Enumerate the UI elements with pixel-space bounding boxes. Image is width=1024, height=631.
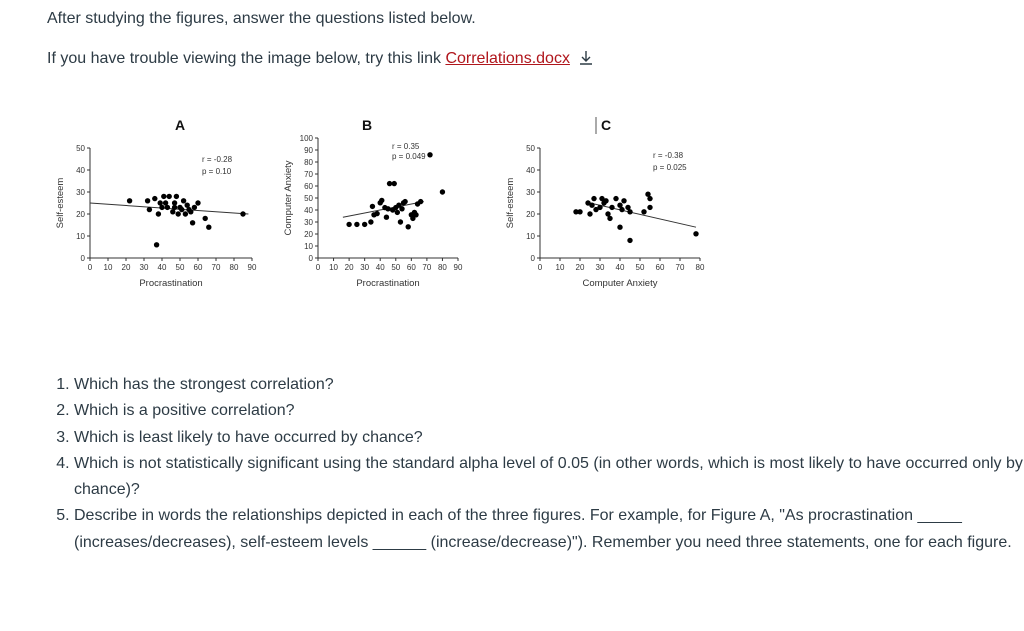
data-point (362, 222, 367, 227)
y-tick-label: 10 (76, 232, 85, 241)
data-point (603, 198, 608, 203)
x-tick-label: 10 (103, 263, 113, 272)
data-point (152, 196, 157, 201)
y-tick-label: 90 (304, 146, 313, 155)
data-point (577, 209, 582, 214)
y-tick-label: 40 (76, 166, 85, 175)
data-point (206, 225, 211, 230)
x-tick-label: 70 (211, 263, 221, 272)
r-value-label: r = -0.38 (653, 151, 684, 160)
data-point (167, 194, 172, 199)
data-point (597, 205, 602, 210)
question-item: 4. Which is not statistically significant using the standard alpha level of 0.05 (in other words, which is most likely to have occurred only by chance)? (74, 451, 1024, 504)
data-point (176, 211, 181, 216)
data-point (384, 215, 389, 220)
x-tick-label: 90 (247, 263, 257, 272)
data-point (627, 238, 632, 243)
figure-b-title: B (361, 117, 373, 133)
x-tick-label: 40 (157, 263, 167, 272)
x-tick-label: 30 (595, 263, 605, 272)
r-value-label: r = -0.28 (202, 155, 233, 164)
x-tick-label: 0 (87, 263, 93, 272)
data-point (147, 207, 152, 212)
x-tick-label: 40 (615, 263, 625, 272)
figure-a-title: A (174, 117, 186, 133)
y-tick-label: 70 (304, 170, 313, 179)
data-point (188, 209, 193, 214)
question-item: 5. Describe in words the relationships depicted in each of the three figures. For example, for Figure A, "As procrastination _____ (increases/decreases), self-esteem levels ______ (increase/decrease)"). Remember you need three statements, one for each figure. (74, 503, 1024, 556)
data-point (385, 206, 390, 211)
data-point (418, 199, 423, 204)
data-point (693, 231, 698, 236)
y-tick-label: 30 (526, 188, 535, 197)
y-tick-label: 50 (304, 194, 313, 203)
data-point (154, 242, 159, 247)
x-tick-label: 60 (193, 263, 203, 272)
x-tick-label: 0 (537, 263, 543, 272)
x-tick-label: 80 (695, 263, 705, 272)
data-point (619, 207, 624, 212)
data-point (354, 222, 359, 227)
data-point (398, 219, 403, 224)
y-axis-label: Computer Anxiety (283, 160, 294, 236)
y-tick-label: 0 (308, 254, 313, 263)
x-tick-label: 90 (453, 263, 463, 272)
x-tick-label: 60 (406, 263, 416, 272)
data-point (374, 211, 379, 216)
data-point (647, 196, 652, 201)
data-point (179, 207, 184, 212)
x-tick-label: 70 (675, 263, 685, 272)
x-tick-label: 50 (635, 263, 645, 272)
data-point (413, 212, 418, 217)
x-tick-label: 10 (329, 263, 339, 272)
x-tick-label: 10 (555, 263, 565, 272)
data-point (392, 181, 397, 186)
x-axis-label: Computer Anxiety (582, 278, 658, 289)
data-point (172, 200, 177, 205)
y-tick-label: 30 (304, 218, 313, 227)
data-point (181, 198, 186, 203)
data-point (621, 198, 626, 203)
data-point (346, 222, 351, 227)
x-tick-label: 70 (422, 263, 432, 272)
y-tick-label: 50 (526, 144, 535, 153)
data-point (427, 152, 432, 157)
y-tick-label: 0 (80, 254, 85, 263)
data-point (609, 205, 614, 210)
data-point (156, 211, 161, 216)
data-point (613, 196, 618, 201)
data-point (607, 216, 612, 221)
data-point (190, 220, 195, 225)
figure-b (282, 112, 482, 297)
data-point (440, 189, 445, 194)
p-value-label: p = 0.10 (202, 167, 232, 176)
data-point (647, 205, 652, 210)
y-tick-label: 80 (304, 158, 313, 167)
data-point (368, 219, 373, 224)
data-point (589, 203, 594, 208)
x-tick-label: 40 (375, 263, 385, 272)
data-point (195, 200, 200, 205)
download-icon[interactable] (578, 50, 594, 66)
x-tick-label: 30 (139, 263, 149, 272)
figure-b-chart (282, 112, 482, 297)
data-point (587, 211, 592, 216)
data-point (159, 205, 164, 210)
data-point (627, 209, 632, 214)
y-tick-label: 20 (526, 210, 535, 219)
data-point (192, 205, 197, 210)
x-tick-label: 20 (575, 263, 585, 272)
data-point (387, 181, 392, 186)
x-tick-label: 30 (360, 263, 370, 272)
figure-a-chart (52, 112, 267, 297)
data-point (161, 194, 166, 199)
data-point (203, 216, 208, 221)
x-tick-label: 20 (121, 263, 131, 272)
data-point (617, 225, 622, 230)
data-point (406, 224, 411, 229)
x-tick-label: 0 (315, 263, 321, 272)
x-tick-label: 80 (437, 263, 447, 272)
data-point (591, 196, 596, 201)
y-tick-label: 30 (76, 188, 85, 197)
x-tick-label: 60 (655, 263, 665, 272)
y-tick-label: 40 (526, 166, 535, 175)
figure-c (505, 112, 710, 297)
intro-instruction: After studying the figures, answer the questions listed below. (47, 10, 476, 27)
y-tick-label: 60 (304, 182, 313, 191)
question-item: 1. Which has the strongest correlation? (74, 372, 1024, 398)
y-tick-label: 0 (530, 254, 535, 263)
y-tick-label: 100 (299, 134, 313, 143)
figure-c-chart (505, 112, 710, 297)
y-axis-label: Self-esteem (505, 177, 516, 229)
data-point (165, 205, 170, 210)
question-item: 2. Which is a positive correlation? (74, 398, 1024, 424)
x-tick-label: 20 (344, 263, 354, 272)
question-item: 3. Which is least likely to have occurred by chance? (74, 425, 1024, 451)
r-value-label: r = 0.35 (392, 142, 420, 151)
x-tick-label: 50 (391, 263, 401, 272)
intro-link-line (47, 49, 594, 69)
x-axis-label: Procrastination (139, 278, 203, 289)
data-point (641, 209, 646, 214)
x-tick-label: 50 (175, 263, 185, 272)
data-point (379, 198, 384, 203)
data-point (127, 198, 132, 203)
x-tick-label: 80 (229, 263, 239, 272)
correlations-docx-link[interactable]: Correlations.docx (445, 50, 570, 67)
y-tick-label: 40 (304, 206, 313, 215)
y-tick-label: 50 (76, 144, 85, 153)
y-axis-label: Self-esteem (55, 177, 66, 229)
intro-link-prefix: If you have trouble viewing the image below, try this link (47, 50, 446, 67)
data-point (183, 211, 188, 216)
y-tick-label: 20 (76, 210, 85, 219)
data-point (145, 198, 150, 203)
data-point (240, 211, 245, 216)
y-tick-label: 10 (526, 232, 535, 241)
question-list (52, 372, 1024, 556)
x-axis-label: Procrastination (356, 278, 420, 289)
y-tick-label: 10 (304, 242, 313, 251)
data-point (395, 210, 400, 215)
p-value-label: p = 0.025 (653, 163, 687, 172)
data-point (174, 194, 179, 199)
data-point (399, 206, 404, 211)
data-point (402, 199, 407, 204)
data-point (370, 204, 375, 209)
y-tick-label: 20 (304, 230, 313, 239)
figure-c-title: C (600, 117, 612, 133)
figure-a (52, 112, 267, 297)
p-value-label: p = 0.049 (392, 152, 426, 161)
